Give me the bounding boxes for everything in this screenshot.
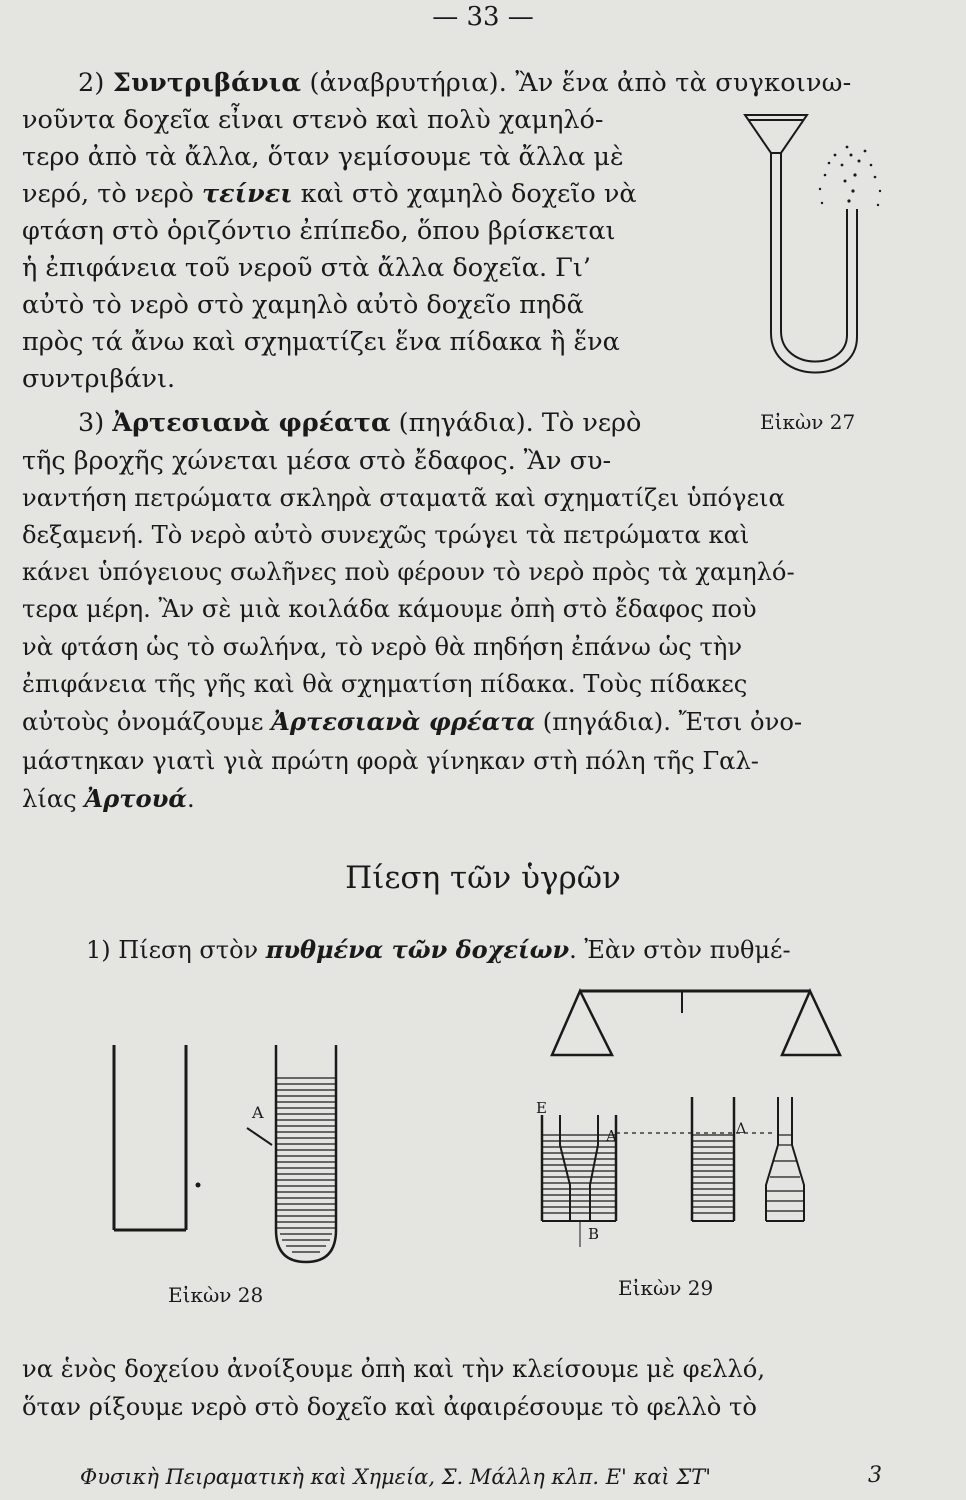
vessel-right-pair [692, 1097, 804, 1221]
text-line [22, 782, 195, 816]
text-run: τερα μέρη. Ἂν σὲ μιὰ κοιλάδα κάμουμε ὀπὴ στὸ ἔδαφος ποὺ [22, 595, 757, 623]
footer-sheet-number: 3 [868, 1463, 882, 1488]
text-line [22, 630, 742, 664]
text-line [22, 251, 591, 285]
figure-29-balance-diagram [520, 985, 840, 1255]
text-run: (πηγάδια). Τὸ νερὸ [390, 408, 642, 438]
text-run: συντριβάνι. [22, 364, 176, 394]
text-line [22, 362, 175, 396]
vessel-left-pair [542, 1115, 616, 1247]
text-run: 1) Πίεση στὸν [86, 936, 266, 964]
text-line [22, 103, 604, 137]
text-run: νερό, τὸ νερὸ [22, 179, 202, 209]
emphasized-text: πυθμένα τῶν δοχείων [265, 935, 570, 964]
text-run: νοῦντα δοχεῖα εἶναι στενὸ καὶ πολὺ χαμηλό- [22, 105, 604, 135]
text-run: τερο ἀπὸ τὰ ἄλλα, ὅταν γεμίσουμε τὰ ἄλλα μὲ [22, 142, 624, 172]
empty-tube [114, 1045, 186, 1230]
text-run: αὐτοὺς ὀνομάζουμε [22, 708, 272, 736]
text-run: φτάση στὸ ὁριζόντιο ἐπίπεδο, ὅπου βρίσκεται [22, 216, 616, 246]
text-line [22, 140, 624, 174]
text-line [22, 667, 747, 701]
text-line [78, 66, 851, 100]
text-run: τῆς βροχῆς χώνεται μέσα στὸ ἔδαφος. Ἂν συ- [22, 446, 612, 476]
text-line [22, 705, 802, 739]
text-line [22, 744, 759, 778]
text-run: καὶ στὸ χαμηλὸ δοχεῖο νὰ [292, 179, 637, 209]
text-line [22, 177, 637, 211]
text-line [22, 325, 620, 359]
bottom-text-line: ὅταν ρίξουμε νερὸ στὸ δοχεῖο καὶ ἀφαιρέσουμε τὸ φελλὸ τὸ [22, 1393, 757, 1421]
text-run: 2) [78, 68, 113, 98]
text-line [22, 555, 795, 589]
text-line [22, 214, 616, 248]
balance-pan-right [782, 991, 840, 1055]
figure-29-label-e: Ε [536, 1099, 547, 1117]
emphasized-text: Ἀρτεσιανὰ φρέατα [112, 408, 391, 438]
text-run: (ἀναβρυτήρια). Ἂν ἕνα ἀπὸ τὰ συγκοινω- [301, 68, 852, 98]
text-run: κάνει ὑπόγειους σωλῆνες ποὺ φέρουν τὸ νερὸ πρὸς τὰ χαμηλό- [22, 558, 795, 586]
bottom-text-line: να ἑνὸς δοχείου ἀνοίξουμε ὀπὴ καὶ τὴν κλείσουμε μὲ φελλό, [22, 1355, 766, 1383]
emphasized-text: Ἀρτουά [84, 784, 188, 813]
emphasized-text: τείνει [202, 179, 293, 209]
text-line [22, 444, 611, 478]
text-run: νὰ φτάση ὡς τὸ σωλήνα, τὸ νερὸ θὰ πηδήση ἐπάνω ὡς τὴν [22, 633, 743, 661]
figure-29-label-d: Δ [736, 1121, 747, 1137]
figure-29-label-a: Α [606, 1127, 617, 1145]
text-run: ἐπιφάνεια τῆς γῆς καὶ θὰ σχηματίση πίδακα. Τοὺς πίδακες [22, 670, 748, 698]
tube-u-bend-inner [781, 331, 847, 362]
tube-u-bend-outer [771, 333, 857, 373]
text-run: λίας [22, 785, 85, 813]
text-line [22, 481, 785, 515]
subsection-line [86, 933, 791, 967]
figure-28-tubes-diagram [100, 1040, 350, 1275]
figure-28-caption: Εἰκὼν 28 [168, 1283, 264, 1307]
figure-27-caption: Εἰκὼν 27 [760, 410, 856, 434]
figure-28-label-a: Α [252, 1103, 264, 1122]
text-run: αὐτὸ τὸ νερὸ στὸ χαμηλὸ αὐτὸ δοχεῖο πηδᾶ [22, 290, 584, 320]
page-number: — 33 — [432, 2, 534, 32]
text-run: δεξαμενή. Τὸ νερὸ αὐτὸ συνεχῶς τρώγει τὰ πετρώματα καὶ [22, 521, 750, 549]
text-run: (πηγάδια). Ἔτσι ὀνο- [535, 708, 803, 736]
emphasized-text: Ἀρτεσιανὰ φρέατα [271, 707, 536, 736]
emphasized-text: Συντριβάνια [112, 68, 302, 98]
figure-29-caption: Εἰκὼν 29 [618, 1276, 714, 1300]
footer-book-title: Φυσικὴ Πειραματικὴ καὶ Χημεία, Σ. Μάλλη κλπ. Ε' καὶ ΣΤ' [80, 1465, 711, 1489]
figure-29-label-b: Β [588, 1225, 600, 1243]
text-run: . Ἐὰν στὸν πυθμέ- [569, 936, 791, 964]
figure-27-fountain-diagram [725, 105, 915, 405]
pointer-line-a [247, 1128, 272, 1145]
text-line [22, 288, 584, 322]
text-line [22, 592, 757, 626]
text-run: ἡ ἐπιφάνεια τοῦ νεροῦ στὰ ἄλλα δοχεῖα. Γι’ [22, 253, 591, 283]
balance-pan-left [552, 991, 612, 1055]
text-run: 3) [78, 408, 113, 438]
water-filled-tube [247, 1045, 336, 1262]
text-line [22, 518, 749, 552]
text-run: ναντήση πετρώματα σκληρὰ σταματᾶ καὶ σχηματίζει ὑπόγεια [22, 484, 785, 512]
text-line [78, 406, 641, 440]
text-run: μάστηκαν γιατὶ γιὰ πρώτη φορὰ γίνηκαν στὴ πόλη τῆς Γαλ- [22, 747, 759, 775]
water-hatching [277, 1078, 335, 1252]
text-run: . [187, 785, 195, 813]
water-jet-droplets [819, 146, 881, 207]
section-title: Πίεση τῶν ὑγρῶν [345, 860, 621, 896]
water-drop-dot [196, 1183, 201, 1188]
text-run: πρὸς τά ἄνω καὶ σχηματίζει ἕνα πίδακα ἢ ἕνα [22, 327, 620, 357]
